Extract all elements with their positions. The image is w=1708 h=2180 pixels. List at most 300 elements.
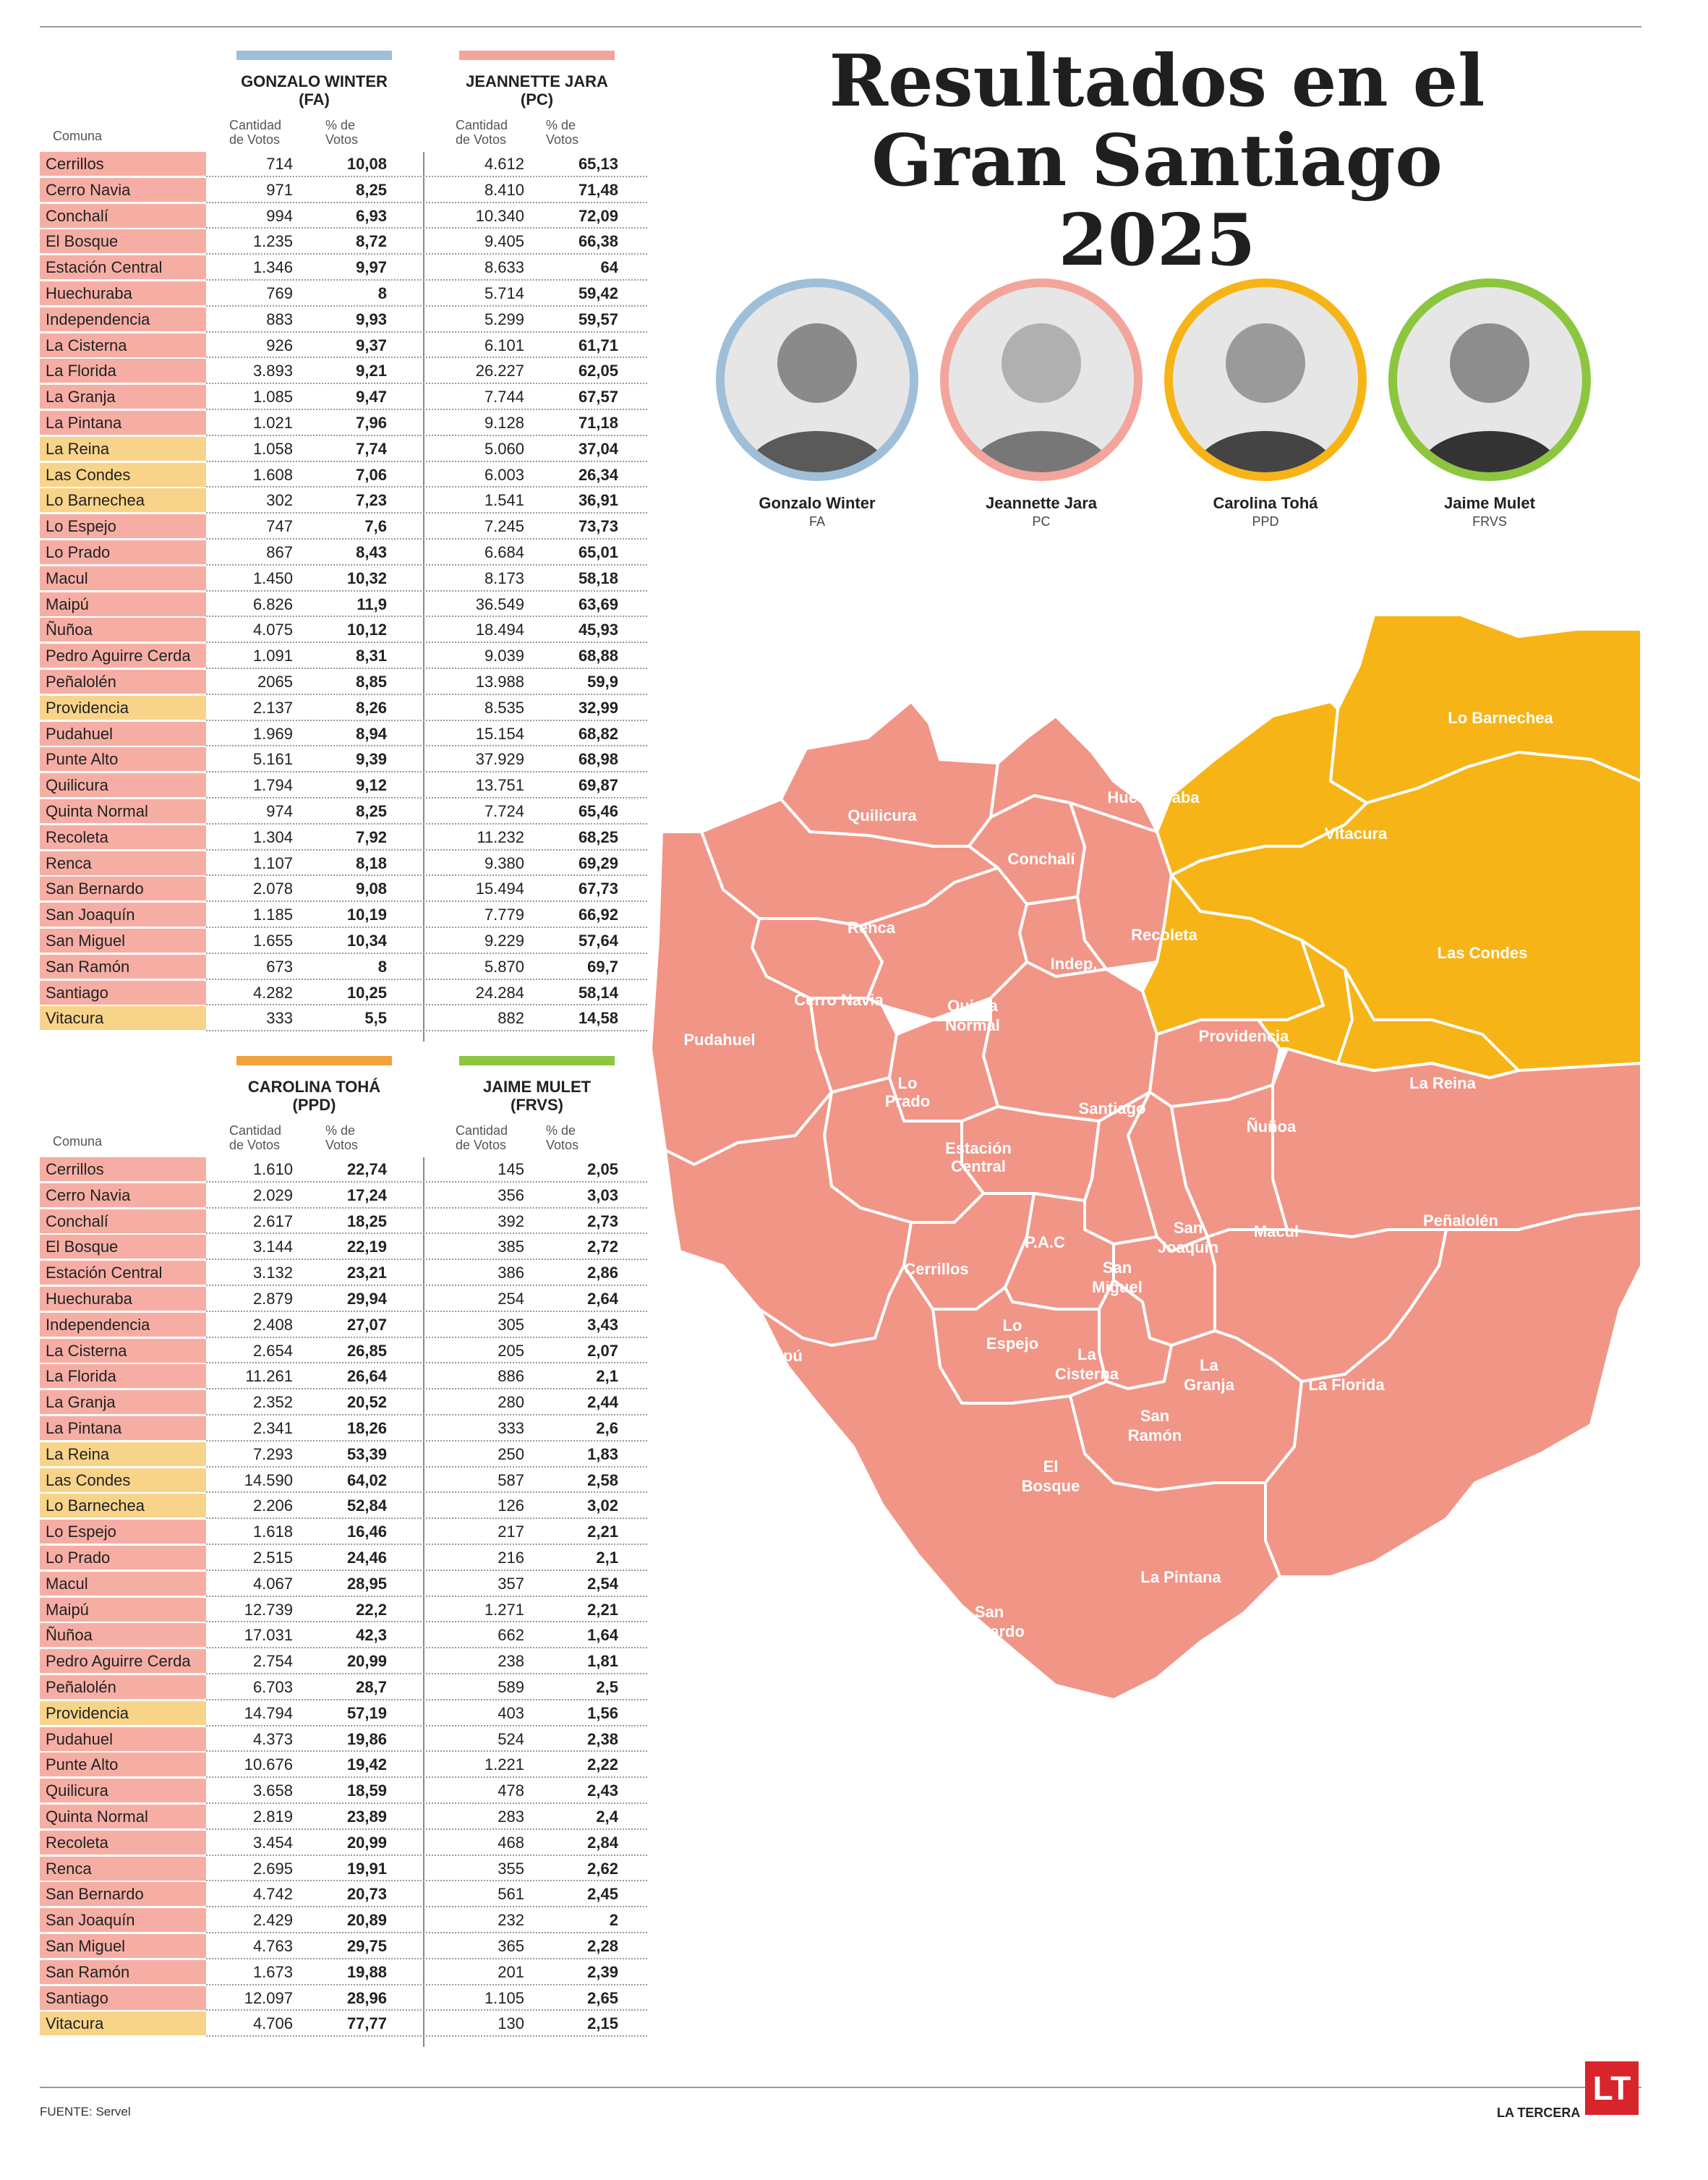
votes-b: 280: [498, 1393, 524, 1412]
label-san-bernardo-2: Bernardo: [954, 1622, 1025, 1640]
table-row: [40, 152, 647, 178]
comuna-header: Comuna: [53, 129, 103, 143]
row-divider: [206, 590, 647, 592]
row-divider: [206, 409, 647, 410]
table-row: [40, 1390, 647, 1416]
comuna-name: Santiago: [40, 981, 206, 1005]
comuna-name: Providencia: [40, 1701, 206, 1725]
comuna-name: Cerrillos: [40, 152, 206, 176]
row-divider: [206, 1030, 647, 1031]
votes-a: 2.617: [252, 1212, 293, 1230]
votes-a: 1.091: [252, 647, 293, 665]
votes-b: 205: [498, 1341, 524, 1360]
votes-b: 283: [498, 1807, 524, 1826]
table-row: [40, 1649, 647, 1675]
label-cerrillos: Cerrillos: [904, 1260, 969, 1278]
pct-a: 19,42: [346, 1755, 387, 1774]
votes-a: 974: [266, 801, 293, 820]
votes-a: 714: [266, 155, 293, 173]
pct-a: 28,7: [356, 1677, 387, 1696]
table-row: [40, 903, 647, 929]
row-divider: [206, 1337, 647, 1338]
row-divider: [206, 1828, 647, 1830]
votes-b: 392: [498, 1212, 524, 1230]
votes-a: 1.304: [252, 827, 293, 846]
table-row: [40, 877, 647, 903]
label-el-bosque-2: Bosque: [1021, 1477, 1080, 1495]
table-row: [40, 592, 647, 618]
votes-b: 7.245: [484, 517, 524, 536]
comuna-name: Recoleta: [40, 1831, 206, 1855]
comuna-name: Providencia: [40, 696, 206, 720]
votes-b: 6.101: [484, 336, 524, 354]
comuna-name: Quilicura: [40, 1779, 206, 1802]
label-la-reina: La Reina: [1409, 1074, 1476, 1092]
table-row: [40, 229, 647, 255]
votes-b: 587: [498, 1470, 524, 1489]
row-divider: [206, 305, 647, 307]
votes-a: 6.703: [252, 1677, 293, 1696]
votes-a: 883: [266, 310, 293, 328]
table-row: [40, 1313, 647, 1339]
pct-b: 64: [600, 258, 618, 277]
pct-a: 8,18: [356, 853, 387, 872]
pct-a: 8,85: [356, 672, 387, 691]
row-divider: [206, 1311, 647, 1312]
votes-b: 11.232: [477, 827, 524, 846]
comuna-name: Lo Espejo: [40, 1520, 206, 1544]
pct-a: 26,64: [346, 1367, 387, 1386]
pct-a: 5,5: [364, 1009, 387, 1028]
table-row: [40, 670, 647, 696]
brand-logo: LT: [1585, 2061, 1639, 2115]
votes-a: 2.352: [252, 1393, 293, 1412]
label-la-florida: La Florida: [1308, 1376, 1385, 1394]
candidate-party: PPD: [1252, 514, 1279, 529]
table-row: [40, 929, 647, 955]
pct-a: 10,12: [346, 621, 387, 639]
votes-b: 8.535: [484, 698, 524, 717]
votes-a: 1.450: [252, 569, 293, 587]
votes-b: 254: [498, 1289, 524, 1308]
table-row: [40, 851, 647, 877]
row-divider: [206, 927, 647, 928]
votes-b: 333: [498, 1418, 524, 1437]
label-santiago: Santiago: [1078, 1099, 1146, 1117]
pct-header-b: % de Votos: [546, 1123, 579, 1152]
pct-a: 11,9: [356, 595, 387, 613]
comuna-name: San Bernardo: [40, 877, 206, 900]
row-divider: [206, 771, 647, 772]
pct-a: 9,93: [356, 310, 387, 328]
comuna-name: Lo Prado: [40, 1546, 206, 1570]
pct-a: 26,85: [346, 1341, 387, 1360]
pct-a: 20,73: [346, 1885, 387, 1904]
votes-b: 365: [498, 1936, 524, 1955]
row-divider: [206, 1517, 647, 1519]
votes-b: 250: [498, 1444, 524, 1463]
votes-a: 1.107: [252, 853, 293, 872]
pct-b: 72,09: [578, 206, 618, 225]
candidate-b-color-bar: [459, 1056, 615, 1065]
table-row: [40, 1857, 647, 1883]
votes-a: 7.293: [252, 1444, 293, 1463]
comuna-name: Pedro Aguirre Cerda: [40, 1649, 206, 1673]
candidate-name: Jaime Mulet: [1444, 494, 1535, 512]
votes-a: 747: [266, 517, 293, 536]
label-nunoa: Ñuñoa: [1246, 1117, 1297, 1136]
pct-b: 2,1: [596, 1367, 618, 1386]
comuna-name: San Miguel: [40, 1934, 206, 1958]
table-row: [40, 1986, 647, 2012]
table-row: [40, 981, 647, 1007]
pct-a: 7,96: [356, 413, 387, 432]
pct-b: 71,18: [578, 413, 618, 432]
candidate-name: Gonzalo Winter: [759, 494, 876, 512]
label-lo-barnechea: Lo Barnechea: [1448, 709, 1553, 727]
pct-a: 52,84: [346, 1496, 387, 1515]
pct-b: 2,15: [587, 2014, 618, 2033]
votes-b: 9.039: [484, 647, 524, 665]
candidate-card-toha: [1157, 278, 1374, 529]
table-row: [40, 773, 647, 799]
page-title: Resultados en el Gran Santiago 2025: [829, 40, 1485, 282]
comuna-name: Macul: [40, 566, 206, 590]
label-el-bosque-1: El: [1043, 1457, 1059, 1476]
pct-b: 3,02: [587, 1496, 618, 1515]
person-silhouette-icon: [1173, 287, 1358, 472]
votes-b: 13.751: [475, 776, 524, 795]
votes-a: 3.454: [252, 1833, 293, 1852]
comuna-name: Lo Espejo: [40, 514, 206, 538]
row-divider: [206, 1491, 647, 1493]
label-independencia: Indep.: [1050, 955, 1098, 973]
pct-a: 10,34: [346, 931, 387, 950]
pct-b: 68,82: [578, 724, 618, 743]
votes-b: 8.633: [484, 258, 524, 277]
table-row: [40, 1934, 647, 1960]
votes-a: 333: [266, 1009, 293, 1028]
pct-b: 2,58: [587, 1470, 618, 1489]
label-penalolen: Peñalolén: [1423, 1212, 1498, 1230]
comuna-name: La Granja: [40, 1390, 206, 1414]
avatar: [1388, 278, 1591, 481]
pct-a: 7,92: [356, 827, 387, 846]
pct-a: 29,94: [346, 1289, 387, 1308]
comuna-name: Ñuñoa: [40, 1623, 206, 1647]
pct-b: 1,56: [587, 1703, 618, 1722]
votes-a: 2.754: [252, 1652, 293, 1671]
label-vitacura: Vitacura: [1324, 825, 1388, 843]
comuna-name: Huechuraba: [40, 1287, 206, 1311]
pct-b: 36,91: [578, 491, 618, 510]
pct-b: 2,07: [587, 1341, 618, 1360]
pct-b: 68,25: [578, 827, 618, 846]
pct-b: 59,42: [578, 284, 618, 302]
row-divider: [206, 512, 647, 514]
table-row: [40, 1442, 647, 1468]
candidate-a-party: (FA): [299, 90, 330, 108]
table-row: [40, 1701, 647, 1727]
row-divider: [206, 720, 647, 721]
pct-a: 42,3: [356, 1626, 387, 1645]
comuna-name: Conchalí: [40, 1209, 206, 1233]
person-silhouette-icon: [949, 287, 1134, 472]
votes-b: 201: [498, 1962, 524, 1981]
votes-a: 1.618: [252, 1523, 293, 1541]
comuna-name: Maipú: [40, 1598, 206, 1622]
comuna-name: Pudahuel: [40, 722, 206, 746]
pct-a: 18,25: [346, 1212, 387, 1230]
pct-b: 2,39: [587, 1962, 618, 1981]
votes-b: 662: [498, 1626, 524, 1645]
votes-b: 238: [498, 1652, 524, 1671]
pct-a: 20,99: [346, 1652, 387, 1671]
pct-a: 9,12: [356, 776, 387, 795]
votes-b: 355: [498, 1859, 524, 1878]
pct-a: 7,74: [356, 439, 387, 458]
avatar: [1164, 278, 1367, 481]
table-row: [40, 255, 647, 281]
votes-b: 8.173: [484, 569, 524, 587]
row-divider: [206, 176, 647, 177]
comuna-name: Las Condes: [40, 463, 206, 487]
comuna-name: San Joaquín: [40, 903, 206, 927]
pct-a: 9,21: [356, 362, 387, 380]
votes-a: 5.161: [252, 750, 293, 769]
pct-b: 3,03: [587, 1185, 618, 1204]
row-divider: [206, 1181, 647, 1183]
comuna-name: Huechuraba: [40, 281, 206, 305]
votes-a: 6.826: [252, 595, 293, 613]
votes-b: 403: [498, 1703, 524, 1722]
pct-b: 2,43: [587, 1781, 618, 1800]
pct-a: 9,39: [356, 750, 387, 769]
votes-b: 24.284: [475, 983, 524, 1002]
pct-b: 2,21: [587, 1523, 618, 1541]
votes-b: 6.003: [484, 465, 524, 484]
comuna-name: Lo Prado: [40, 540, 206, 564]
source-note: FUENTE: Servel: [40, 2105, 131, 2119]
pct-b: 14,58: [578, 1009, 618, 1028]
comuna-name: San Ramón: [40, 1960, 206, 1984]
row-divider: [206, 1802, 647, 1804]
table-row: [40, 1779, 647, 1805]
label-huechuraba: Huechuraba: [1107, 788, 1200, 806]
votes-a: 2.429: [252, 1911, 293, 1930]
comuna-name: Pudahuel: [40, 1727, 206, 1751]
pct-a: 19,88: [346, 1962, 387, 1981]
pct-a: 18,26: [346, 1418, 387, 1437]
pct-a: 8: [377, 957, 387, 976]
pct-b: 2,86: [587, 1264, 618, 1282]
label-maipu: Maipú: [756, 1347, 803, 1365]
table-row: [40, 1157, 647, 1183]
votes-b: 217: [498, 1523, 524, 1541]
comuna-name: Lo Barnechea: [40, 1494, 206, 1517]
pct-a: 10,25: [346, 983, 387, 1002]
label-cerro-navia: Cerro Navia: [794, 991, 884, 1009]
votes-b: 37.929: [475, 750, 524, 769]
santiago-map: [651, 615, 1641, 1859]
label-puente-alto: Puente Alto: [1315, 1585, 1404, 1604]
votes-b: 386: [498, 1264, 524, 1282]
pct-a: 9,97: [356, 258, 387, 277]
row-divider: [206, 694, 647, 695]
comuna-name: San Bernardo: [40, 1882, 206, 1906]
pct-b: 2,73: [587, 1212, 618, 1230]
votes-b: 8.410: [484, 180, 524, 199]
pct-b: 45,93: [578, 621, 618, 639]
pct-a: 19,91: [346, 1859, 387, 1878]
label-recoleta: Recoleta: [1131, 926, 1197, 944]
table-rows: [40, 1157, 647, 2038]
row-divider: [206, 849, 647, 851]
comuna-name: Renca: [40, 851, 206, 875]
comuna-name: Estación Central: [40, 255, 206, 279]
votes-b: 478: [498, 1781, 524, 1800]
label-san-miguel-2: Miguel: [1092, 1278, 1143, 1296]
votes-a: 994: [266, 206, 293, 225]
avatar: [716, 278, 918, 481]
row-divider: [206, 461, 647, 462]
votes-b: 13.988: [475, 672, 524, 691]
label-la-granja-2: Granja: [1184, 1376, 1234, 1394]
row-divider: [206, 1388, 647, 1389]
comuna-name: Conchalí: [40, 204, 206, 228]
votes-a: 2.408: [252, 1315, 293, 1334]
pct-b: 57,64: [578, 931, 618, 950]
label-la-pintana: La Pintana: [1140, 1568, 1221, 1586]
table-row: [40, 825, 647, 851]
comuna-name: La Florida: [40, 1364, 206, 1388]
table-row: [40, 488, 647, 514]
votes-b: 882: [498, 1009, 524, 1028]
row-divider: [206, 1596, 647, 1597]
pct-a: 24,46: [346, 1548, 387, 1567]
comuna-name: La Cisterna: [40, 1339, 206, 1363]
votes-b: 4.612: [484, 155, 524, 173]
comuna-name: Quinta Normal: [40, 1805, 206, 1828]
comuna-name: La Pintana: [40, 411, 206, 435]
table-row: [40, 1572, 647, 1598]
candidate-a-color-bar: [236, 51, 392, 60]
comuna-name: Pedro Aguirre Cerda: [40, 644, 206, 668]
pct-a: 7,23: [356, 491, 387, 510]
table-row: [40, 1727, 647, 1753]
pct-b: 59,9: [587, 672, 618, 691]
pct-b: 66,92: [578, 906, 618, 924]
comuna-name: Peñalolén: [40, 1675, 206, 1699]
votes-a: 4.067: [252, 1574, 293, 1593]
comuna-name: San Ramón: [40, 955, 206, 979]
pct-b: 62,05: [578, 362, 618, 380]
comuna-name: San Joaquín: [40, 1908, 206, 1932]
votes-b: 7.744: [484, 388, 524, 406]
comuna-name: Punte Alto: [40, 1753, 206, 1776]
votes-b: 10.340: [475, 206, 524, 225]
table-row: [40, 644, 647, 670]
label-san-ramon-2: Ramón: [1127, 1426, 1182, 1444]
pct-b: 2,6: [596, 1418, 618, 1437]
row-divider: [206, 2009, 647, 2011]
row-divider: [206, 1855, 647, 1856]
table-row: [40, 1287, 647, 1313]
table-row: [40, 1623, 647, 1649]
candidate-b-header: [452, 72, 622, 108]
votes-a: 1.794: [252, 776, 293, 795]
pct-b: 68,98: [578, 750, 618, 769]
pct-b: 58,18: [578, 569, 618, 587]
votes-a: 2.695: [252, 1859, 293, 1878]
votes-b: 7.724: [484, 801, 524, 820]
pct-header-a: % de Votos: [325, 118, 359, 147]
candidate-a-party: (PPD): [292, 1096, 336, 1114]
pct-a: 20,99: [346, 1833, 387, 1852]
votes-a: 867: [266, 542, 293, 561]
label-pac: P.A.C: [1025, 1233, 1065, 1251]
table-row: [40, 307, 647, 333]
row-divider: [206, 279, 647, 281]
candidate-b-party: (FRVS): [511, 1096, 563, 1114]
pct-b: 69,7: [587, 957, 618, 976]
pct-b: 2,44: [587, 1393, 618, 1412]
pct-b: 65,46: [578, 801, 618, 820]
brand-name: LA TERCERA: [1497, 2106, 1581, 2120]
row-divider: [206, 1932, 647, 1933]
results-tables: [40, 43, 647, 2054]
table-row: [40, 281, 647, 307]
pct-header-a: % de Votos: [325, 1123, 359, 1152]
person-silhouette-icon: [1397, 287, 1582, 472]
table-row: [40, 1364, 647, 1390]
votes-b: 9.128: [484, 413, 524, 432]
table-row: [40, 566, 647, 592]
votes-b: 5.714: [484, 284, 524, 302]
row-divider: [206, 642, 647, 643]
comuna-name: La Cisterna: [40, 333, 206, 357]
votes-a: 2.819: [252, 1807, 293, 1826]
pct-b: 1,81: [587, 1652, 618, 1671]
table-row: [40, 696, 647, 722]
row-divider: [206, 616, 647, 617]
votes-b: 561: [498, 1885, 524, 1904]
candidate-a-name: CAROLINA TOHÁ: [247, 1078, 381, 1096]
votes-a: 4.763: [252, 1936, 293, 1955]
row-divider: [206, 1362, 647, 1363]
pct-a: 28,95: [346, 1574, 387, 1593]
row-divider: [206, 2035, 647, 2037]
votes-a: 1.235: [252, 232, 293, 251]
row-divider: [206, 900, 647, 902]
comuna-name: Peñalolén: [40, 670, 206, 694]
table-row: [40, 2011, 647, 2038]
row-divider: [206, 823, 647, 825]
row-divider: [206, 1544, 647, 1545]
row-divider: [206, 668, 647, 669]
pct-a: 17,24: [346, 1185, 387, 1204]
table-row: [40, 333, 647, 359]
row-divider: [206, 1647, 647, 1648]
pct-b: 2,4: [596, 1807, 618, 1826]
pct-a: 7,6: [364, 517, 387, 536]
votes-b: 589: [498, 1677, 524, 1696]
pct-a: 27,07: [346, 1315, 387, 1334]
pct-b: 66,38: [578, 232, 618, 251]
row-divider: [206, 538, 647, 540]
pct-a: 8,25: [356, 801, 387, 820]
table-row: [40, 747, 647, 773]
